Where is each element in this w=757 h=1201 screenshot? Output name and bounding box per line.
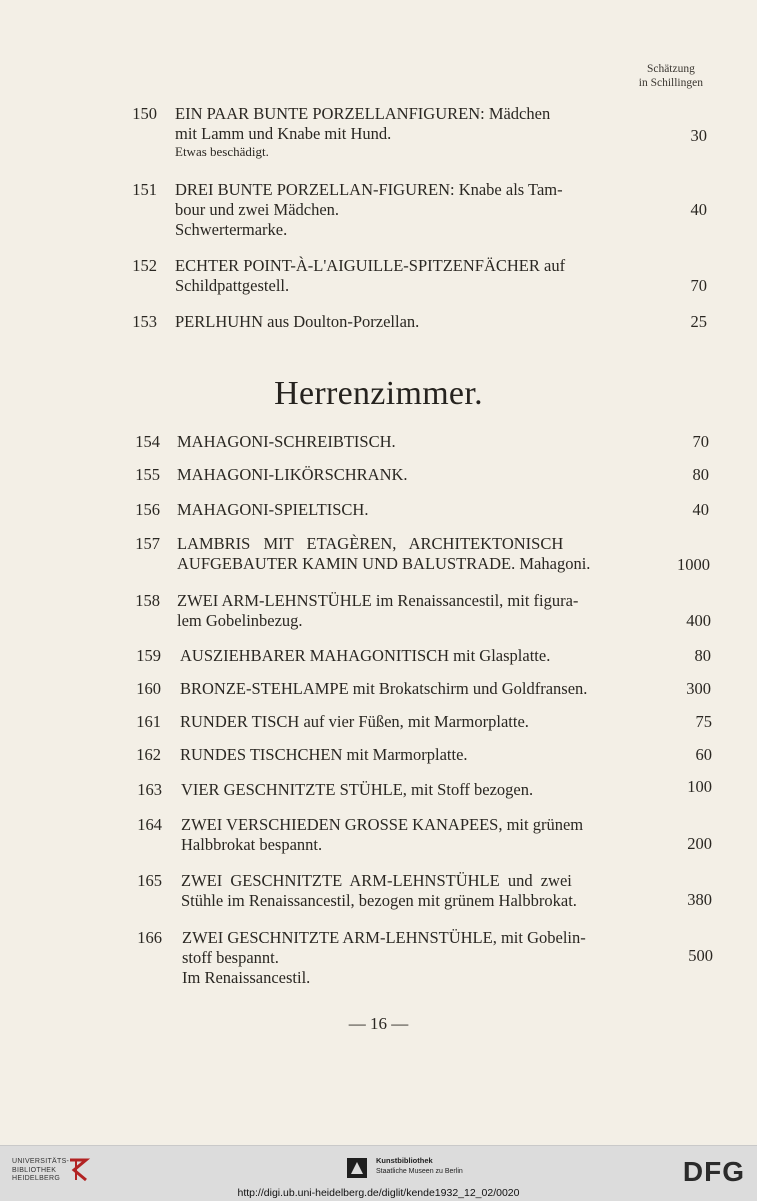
entry-text-line: ZWEI ARM-LEHNSTÜHLE im Renaissancestil, mit figura-: [177, 591, 579, 610]
uni-line: UNIVERSITÄTS-: [12, 1158, 70, 1165]
entry-text-line: AUSZIEHBARER MAHAGONITISCH mit Glasplatte.: [180, 646, 551, 665]
entry-price: 100: [687, 777, 712, 796]
university-library-label[interactable]: [12, 1158, 69, 1184]
entry-price: 40: [692, 500, 709, 519]
entry-text-line: Halbbrokat bespannt.: [181, 835, 323, 854]
entry-text-line: ZWEI GESCHNITZTE ARM-LEHNSTÜHLE und zwei: [181, 871, 572, 890]
price-column-header: [639, 62, 703, 90]
entry-price: 60: [695, 745, 712, 764]
entry-price: 400: [686, 611, 711, 630]
entry-note: Schwertermarke.: [175, 220, 288, 239]
section-title: Herrenzimmer.: [274, 375, 483, 412]
entry-text-line: lem Gobelinbezug.: [177, 611, 303, 630]
entry-price: 30: [690, 126, 707, 145]
entry-price: 300: [686, 679, 711, 698]
entry-text-line: Stühle im Renaissancestil, bezogen mit grünem Halbbrokat.: [181, 891, 577, 910]
header-line-1: Schätzung: [646, 63, 695, 75]
entry-price: 70: [690, 276, 707, 295]
entry-price: 80: [694, 646, 711, 665]
entry-text-line: MAHAGONI-LIKÖRSCHRANK.: [177, 465, 408, 484]
entry-number: 163: [137, 780, 162, 799]
entry-number: 165: [137, 871, 162, 890]
viewer-footer: [0, 1145, 757, 1201]
kunstbibliothek-logo-icon[interactable]: [345, 1156, 369, 1180]
page-number: — 16 —: [348, 1014, 409, 1033]
entry-text-line: bour und zwei Mädchen.: [175, 200, 340, 219]
entry-text-line: Schildpattgestell.: [175, 276, 290, 295]
entry-text-line: stoff bespannt.: [182, 948, 279, 967]
entry-price: 25: [690, 312, 707, 331]
uni-line: HEIDELBERG: [12, 1175, 61, 1182]
entry-price: 75: [695, 712, 712, 731]
permalink-url[interactable]: http://digi.ub.uni-heidelberg.de/diglit/kende1932_12_02/0020: [237, 1187, 520, 1199]
entry-number: 159: [136, 646, 161, 665]
uni-line: BIBLIOTHEK: [12, 1166, 57, 1174]
entry-number: 161: [136, 712, 161, 731]
header-line-2: in Schillingen: [638, 77, 703, 89]
entry-price: 380: [687, 890, 712, 909]
entry-text-line: LAMBRIS MIT ETAGÈREN, ARCHITEKTONISCH: [177, 534, 564, 553]
kb-title: Kunstbibliothek: [376, 1156, 433, 1165]
entry-number: 162: [136, 745, 161, 764]
university-logo-icon[interactable]: [66, 1156, 92, 1184]
entry-text-line: MAHAGONI-SCHREIBTISCH.: [177, 432, 396, 451]
entry-text-line: Im Renaissancestil.: [182, 968, 311, 987]
entry-number: 150: [132, 104, 157, 123]
entry-number: 158: [135, 591, 160, 610]
entry-note: Etwas beschädigt.: [175, 144, 269, 159]
entry-price: 1000: [677, 555, 710, 574]
entry-text-line: ECHTER POINT-À-L'AIGUILLE-SPITZENFÄCHER auf: [175, 256, 566, 275]
entry-number: 164: [137, 815, 162, 834]
kb-subtitle: Staatliche Museen zu Berlin: [376, 1168, 463, 1175]
entry-number: 153: [132, 312, 157, 331]
entry-number: 157: [135, 534, 160, 553]
entry-number: 152: [132, 256, 157, 275]
entry-number: 151: [132, 180, 157, 199]
entry-text-line: AUFGEBAUTER KAMIN UND BALUSTRADE. Mahagoni.: [177, 554, 591, 573]
entry-number: 166: [137, 928, 162, 947]
entry-text-line: mit Lamm und Knabe mit Hund.: [175, 124, 392, 143]
entry-text-line: MAHAGONI-SPIELTISCH.: [177, 500, 369, 519]
entry-number: 156: [135, 500, 160, 519]
entry-text-line: ZWEI VERSCHIEDEN GROSSE KANAPEES, mit grünem: [181, 815, 584, 834]
entry-price: 70: [692, 432, 709, 451]
entry-price: 200: [687, 834, 712, 853]
dfg-logo[interactable]: DFG: [682, 1156, 745, 1187]
entry-price: 80: [692, 465, 709, 484]
entry-number: 154: [135, 432, 160, 451]
entry-text-line: RUNDER TISCH auf vier Füßen, mit Marmorplatte.: [180, 712, 529, 731]
entry-price: 500: [688, 946, 713, 965]
entry-text-line: ZWEI GESCHNITZTE ARM-LEHNSTÜHLE, mit Gobelin-: [182, 928, 586, 947]
entry-text-line: BRONZE-STEHLAMPE mit Brokatschirm und Goldfransen.: [180, 679, 588, 698]
entry-price: 40: [690, 200, 707, 219]
entry-text-line: VIER GESCHNITZTE STÜHLE, mit Stoff bezogen.: [181, 780, 534, 799]
kunstbibliothek-label[interactable]: [376, 1156, 463, 1177]
entry-number: 155: [135, 465, 160, 484]
entry-text-line: EIN PAAR BUNTE PORZELLANFIGUREN: Mädchen: [175, 104, 551, 123]
entry-text-line: RUNDES TISCHCHEN mit Marmorplatte.: [180, 745, 468, 764]
entry-text-line: PERLHUHN aus Doulton-Porzellan.: [175, 312, 420, 331]
entry-number: 160: [136, 679, 161, 698]
entry-text-line: DREI BUNTE PORZELLAN-FIGUREN: Knabe als Tam-: [175, 180, 563, 199]
